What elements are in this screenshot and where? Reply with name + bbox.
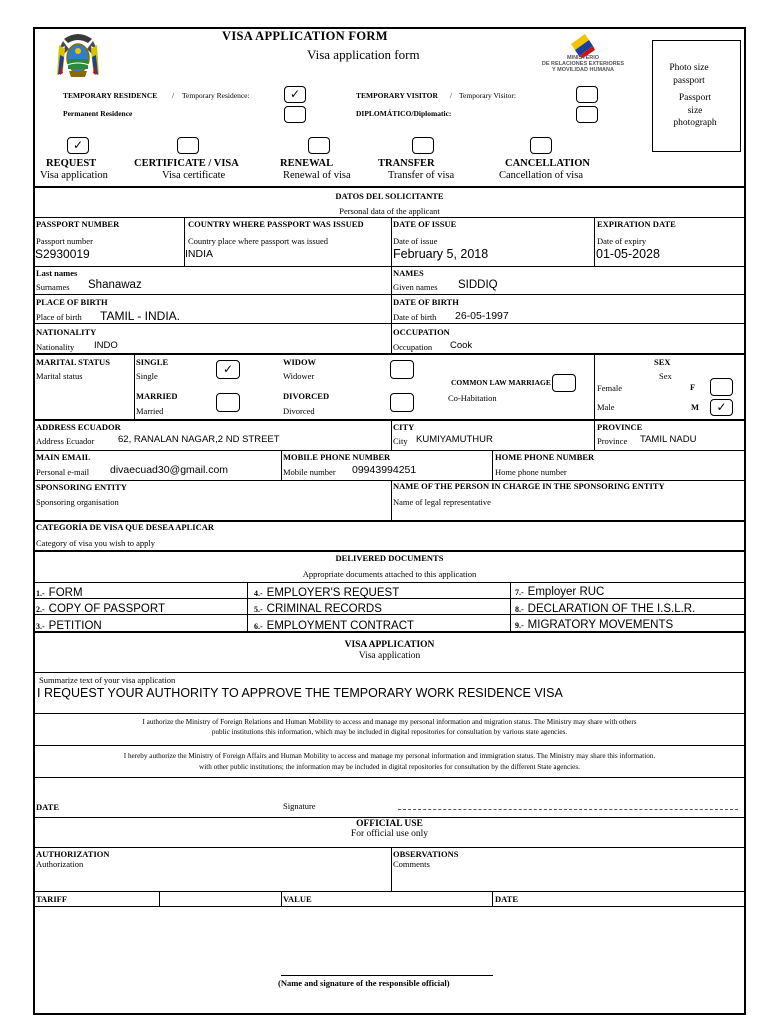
country-issued-value[interactable]: INDIA (185, 248, 214, 260)
address-label: ADDRESS ECUADOR (36, 422, 121, 432)
official-signature-caption: (Name and signature of the responsible official) (278, 978, 450, 988)
certificate-label: CERTIFICATE / VISA (134, 158, 239, 169)
official-date-label: DATE (495, 894, 518, 904)
document-item (254, 599, 382, 617)
document-text: FORM (48, 587, 83, 599)
common-law-checkbox[interactable] (552, 374, 576, 392)
province-label: PROVINCE (597, 422, 643, 432)
document-text: PETITION (48, 620, 102, 632)
place-birth-label: PLACE OF BIRTH (36, 297, 108, 307)
certificate-sub: Visa certificate (162, 170, 226, 181)
male-letter: M (691, 402, 700, 412)
single-sub: Single (136, 371, 158, 381)
province-value[interactable]: TAMIL NADU (640, 434, 697, 445)
renewal-sub: Renewal of visa (283, 170, 351, 181)
widow-label: WIDOW (283, 357, 317, 367)
female-label: Female (597, 383, 623, 393)
authorization-sub: Authorization (36, 859, 84, 869)
male-label: Male (597, 402, 615, 412)
document-number: 3.- (36, 622, 45, 631)
cancellation-label: CANCELLATION (505, 158, 590, 169)
temporary-residence-en: Temporary Residence: (182, 91, 250, 100)
document-text: COPY OF PASSPORT (48, 603, 165, 615)
consent-text-1-line1: I authorize the Ministry of Foreign Relations and Human Mobility to access and manage my personal information and migration status. The Ministry may share with others (142, 718, 637, 726)
city-sub: City (393, 436, 408, 446)
document-item (515, 615, 673, 633)
ministry-logo (533, 30, 633, 76)
request-checkbox[interactable] (67, 137, 89, 154)
signature-label: Signature (283, 801, 316, 811)
document-number: 5.- (254, 605, 263, 614)
sponsor-label: SPONSORING ENTITY (36, 482, 127, 492)
tariff-label: TARIFF (36, 894, 68, 904)
email-sub: Personal e-mail (36, 467, 90, 477)
country-issued-label: COUNTRY WHERE PASSPORT WAS ISSUED (188, 219, 364, 229)
value-label: VALUE (283, 894, 312, 904)
widow-checkbox[interactable] (390, 360, 414, 379)
consent-text-2-line1: I hereby authorize the Ministry of Foreign Affairs and Human Mobility to access and manage my personal information and immigration status. The Ministry may share this information. (123, 752, 656, 760)
form-subtitle: Visa application form (307, 47, 420, 62)
cancellation-sub: Cancellation of visa (499, 170, 583, 181)
temporary-visitor-en: Temporary Visitor: (459, 91, 517, 100)
nationality-sub: Nationality (36, 342, 75, 352)
observations-label: OBSERVATIONS (393, 849, 459, 859)
document-number: 7.- (515, 588, 524, 597)
married-label: MARRIED (136, 391, 178, 401)
single-checkbox[interactable] (216, 360, 240, 379)
temporary-visitor-checkbox[interactable] (576, 86, 598, 103)
names-sub: Given names (393, 282, 438, 292)
document-item (36, 616, 102, 634)
email-value[interactable]: divaecuad30@gmail.com (110, 464, 229, 476)
document-text: MIGRATORY MOVEMENTS (527, 619, 674, 631)
date-label: DATE (36, 802, 59, 812)
document-item (36, 599, 165, 617)
names-label: NAMES (393, 268, 424, 278)
temporary-visitor-label: TEMPORARY VISITOR (356, 91, 438, 100)
date-issue-sub: Date of issue (393, 236, 438, 246)
observations-sub: Comments (393, 859, 430, 869)
check-mark-icon: ✓ (222, 362, 234, 376)
date-birth-sub: Date of birth (393, 312, 437, 322)
renewal-checkbox[interactable] (308, 137, 330, 154)
home-phone-sub: Home phone number (495, 467, 567, 477)
document-number: 2.- (36, 605, 45, 614)
sponsor-sub: Sponsoring organisation (36, 497, 119, 507)
document-text: Employer RUC (527, 586, 605, 598)
document-text: DECLARATION OF THE I.S.L.R. (527, 603, 696, 615)
permanent-residence-checkbox[interactable] (284, 106, 306, 123)
expiration-value[interactable]: 01-05-2028 (596, 247, 660, 261)
consent-text-1-line2: public institutions this information, which may be included in digital repositories for consultation by various state agencies. (211, 728, 568, 736)
form-title: VISA APPLICATION FORM (222, 29, 388, 43)
document-text: EMPLOYMENT CONTRACT (266, 620, 415, 632)
expiration-label: EXPIRATION DATE (597, 219, 676, 229)
last-names-value[interactable]: Shanawaz (88, 279, 142, 291)
divorced-sub: Divorced (283, 406, 315, 416)
ministry-logo-line2: DE RELACIONES EXTERIORES (541, 61, 625, 67)
document-number: 8.- (515, 605, 524, 614)
photo-box-line3: Passport (678, 93, 712, 103)
female-letter: F (690, 382, 696, 392)
official-use-title: OFFICIAL USE (356, 819, 423, 829)
photo-box-line1: Photo size (669, 63, 709, 73)
mobile-value[interactable]: 09943994251 (352, 464, 417, 476)
female-checkbox[interactable] (710, 378, 733, 396)
certificate-checkbox[interactable] (177, 137, 199, 154)
ministry-logo-line1: MINISTERIO (566, 55, 600, 61)
summary-label: Summarize text of your visa application (39, 675, 176, 685)
temporary-visitor-sep: / (450, 91, 453, 100)
legal-rep-sub: Name of legal representative (393, 497, 491, 507)
documents-subtitle: Appropriate documents attached to this application (302, 569, 477, 579)
date-issue-value[interactable]: February 5, 2018 (393, 247, 489, 261)
cancellation-checkbox[interactable] (530, 137, 552, 154)
date-birth-value[interactable]: 26-05-1997 (455, 310, 509, 322)
coat-of-arms-icon (55, 31, 101, 79)
authorization-label: AUTHORIZATION (36, 849, 110, 859)
married-checkbox[interactable] (216, 393, 240, 412)
document-number: 4.- (254, 589, 263, 598)
official-signature-line[interactable] (281, 975, 493, 976)
nationality-value[interactable]: INDO (94, 340, 118, 351)
check-mark-icon: ✓ (716, 400, 727, 414)
diplomatic-label: DIPLOMÁTICO/Diplomatic: (356, 109, 452, 118)
photo-box-line2: passport (673, 76, 705, 86)
consent-text-2-line2: with other public institutions; the information may be included in digital repositories for consultation by the different State agencies. (199, 763, 580, 771)
diplomatic-checkbox[interactable] (576, 106, 598, 123)
marital-status-label: MARITAL STATUS (36, 357, 110, 367)
sex-label: SEX (654, 357, 671, 367)
single-label: SINGLE (136, 357, 169, 367)
document-item (254, 616, 414, 634)
temporary-residence-checkbox[interactable] (284, 86, 306, 103)
photo-box-line4: size (687, 106, 703, 116)
document-number: 9.- (515, 621, 524, 630)
document-number: 1.- (36, 589, 45, 598)
city-label: CITY (393, 422, 415, 432)
expiration-sub: Date of expiry (597, 236, 647, 246)
occupation-value[interactable]: Cook (450, 340, 473, 351)
home-phone-label: HOME PHONE NUMBER (495, 452, 595, 462)
marital-status-sub: Marital status (36, 371, 83, 381)
renewal-label: RENEWAL (280, 158, 334, 169)
mobile-label: MOBILE PHONE NUMBER (283, 452, 391, 462)
last-names-label: Last names (36, 268, 78, 278)
ministry-logo-line3: Y MOVILIDAD HUMANA (552, 67, 614, 73)
photo-box-line5: photograph (673, 118, 717, 128)
address-value[interactable]: 62, RANALAN NAGAR,2 ND STREET (118, 434, 280, 445)
application-title: VISA APPLICATION (344, 640, 435, 650)
place-birth-sub: Place of birth (36, 312, 82, 322)
email-label: MAIN EMAIL (36, 452, 91, 462)
city-value[interactable]: KUMIYAMUTHUR (416, 434, 493, 445)
document-text: CRIMINAL RECORDS (266, 603, 382, 615)
check-mark-icon: ✓ (289, 87, 301, 101)
country-issued-sub: Country place where passport was issued (188, 236, 328, 246)
document-number: 6.- (254, 622, 263, 631)
request-sub: Visa application (40, 170, 108, 181)
summary-value[interactable]: I REQUEST YOUR AUTHORITY TO APPROVE THE TEMPORARY WORK RESIDENCE VISA (37, 686, 563, 700)
names-value[interactable]: SIDDIQ (458, 279, 498, 291)
transfer-sub: Transfer of visa (388, 170, 455, 181)
legal-rep-label: NAME OF THE PERSON IN CHARGE IN THE SPONSORING ENTITY (393, 481, 665, 491)
common-law-label: COMMON LAW MARRIAGE (451, 378, 551, 387)
passport-number-sub: Passport number (36, 236, 93, 246)
province-sub: Province (597, 436, 628, 446)
last-names-sub: Surnames (36, 282, 70, 292)
permanent-residence-label: Permanent Residence (63, 109, 133, 118)
application-subtitle: Visa application (358, 651, 421, 661)
applicant-section-subtitle: Personal data of the applicant (339, 206, 440, 216)
check-mark-icon: ✓ (72, 138, 84, 152)
passport-number-value[interactable]: S2930019 (35, 247, 90, 261)
temporary-residence-sep: / (172, 91, 175, 100)
applicant-section-title: DATOS DEL SOLICITANTE (335, 191, 444, 201)
occupation-sub: Occupation (393, 342, 433, 352)
widow-sub: Widower (283, 371, 315, 381)
sex-sub: Sex (659, 371, 672, 381)
transfer-checkbox[interactable] (412, 137, 434, 154)
passport-number-label: PASSPORT NUMBER (36, 219, 120, 229)
address-sub: Address Ecuador (36, 436, 95, 446)
common-law-sub: Co-Habitation (448, 393, 497, 403)
document-item (515, 582, 604, 600)
temporary-residence-label: TEMPORARY RESIDENCE (63, 91, 158, 100)
transfer-label: TRANSFER (378, 158, 435, 169)
place-birth-value[interactable]: TAMIL - INDIA. (100, 309, 181, 323)
mobile-sub: Mobile number (283, 467, 336, 477)
married-sub: Married (136, 406, 164, 416)
visa-category-sub: Category of visa you wish to apply (36, 538, 155, 548)
divorced-checkbox[interactable] (390, 393, 414, 412)
date-issue-label: DATE OF ISSUE (393, 219, 457, 229)
date-birth-label: DATE OF BIRTH (393, 297, 459, 307)
male-checkbox[interactable] (710, 399, 733, 416)
official-use-subtitle: For official use only (350, 829, 429, 839)
nationality-label: NATIONALITY (36, 327, 97, 337)
documents-title: DELIVERED DOCUMENTS (335, 553, 444, 563)
document-text: EMPLOYER'S REQUEST (266, 587, 400, 599)
request-label: REQUEST (46, 158, 97, 169)
occupation-label: OCCUPATION (393, 327, 450, 337)
visa-category-label: CATEGORÍA DE VISA QUE DESEA APLICAR (36, 522, 214, 532)
divorced-label: DIVORCED (283, 391, 330, 401)
signature-line[interactable] (398, 809, 738, 810)
